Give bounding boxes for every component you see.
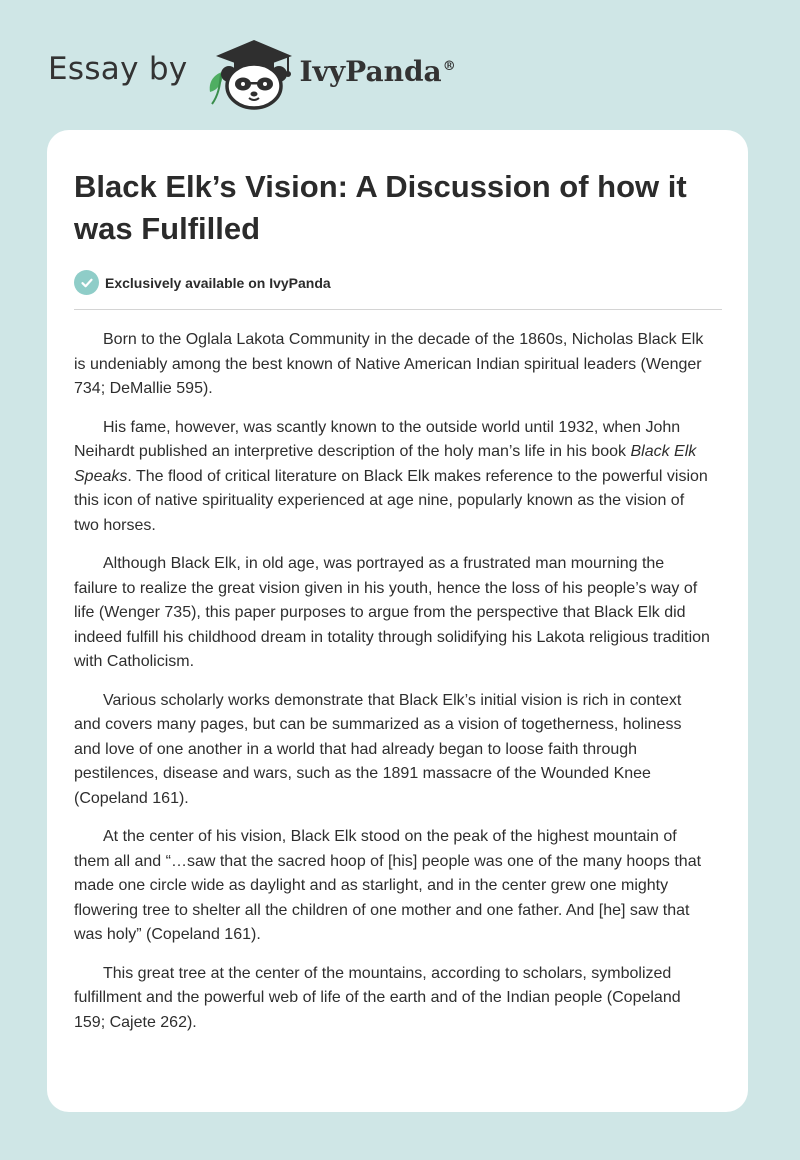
essay-body — [74, 328, 710, 1035]
check-circle-icon — [74, 270, 99, 295]
divider — [74, 309, 722, 310]
brand-name: IvyPanda® — [299, 54, 456, 88]
paragraph: His fame, however, was scantly known to the outside world until 1932, when John Neihardt published an interpretive description of the holy man’s life in his book Black Elk Speaks. The flood of critical literature on Black Elk makes reference to the powerful vision this icon of native spirituality experienced at age nine, popularly known as the vision of two horses. — [74, 418, 708, 534]
badge-text: Exclusively available on IvyPanda — [105, 274, 331, 291]
exclusive-badge — [74, 270, 722, 295]
panda-logo-icon — [204, 34, 294, 110]
essay-title: Black Elk’s Vision: A Discussion of how it was Fulfilled — [74, 169, 687, 246]
essay-card — [47, 130, 748, 1112]
paragraph: Although Black Elk, in old age, was portrayed as a frustrated man mourning the failure to realize the great vision given in his youth, hence the loss of his people’s way of life (Wenger 735), this paper purposes to argue from the perspective that Black Elk did indeed fulfill his childhood dream in totality through solidifying his Lakota religious tradition with Catholicism. — [74, 555, 710, 670]
paragraph: Born to the Oglala Lakota Community in the decade of the 1860s, Nicholas Black Elk is undeniably among the best known of Native American Indian spiritual leaders (Wenger 734; DeMallie 595). — [74, 331, 704, 397]
book-title: Black Elk Speaks — [74, 443, 697, 485]
paragraph: Various scholarly works demonstrate that Black Elk’s initial vision is rich in context and covers many pages, but can be summarized as a vision of togetherness, holiness and love of one another in a world that had already began to loose faith through pestilences, disease and wars, such as the 1891 massacre of the Wounded Knee (Copeland 161). — [74, 691, 682, 807]
brand-header[interactable] — [48, 34, 456, 110]
brand-prefix: Essay by — [48, 51, 188, 87]
paragraph: This great tree at the center of the mountains, according to scholars, symbolized fulfillment and the powerful web of life of the earth and of the Indian people (Copeland 159; Cajete 262). — [74, 964, 681, 1031]
paragraph: At the center of his vision, Black Elk stood on the peak of the highest mountain of them all and “…saw that the sacred hoop of [his] people was one of the many hoops that made one circle wide as daylight and as starlight, and in the center grew one mighty flowering tree to shelter all the children of one mother and one father. And [he] saw that was holy” (Copeland 161). — [74, 828, 702, 943]
